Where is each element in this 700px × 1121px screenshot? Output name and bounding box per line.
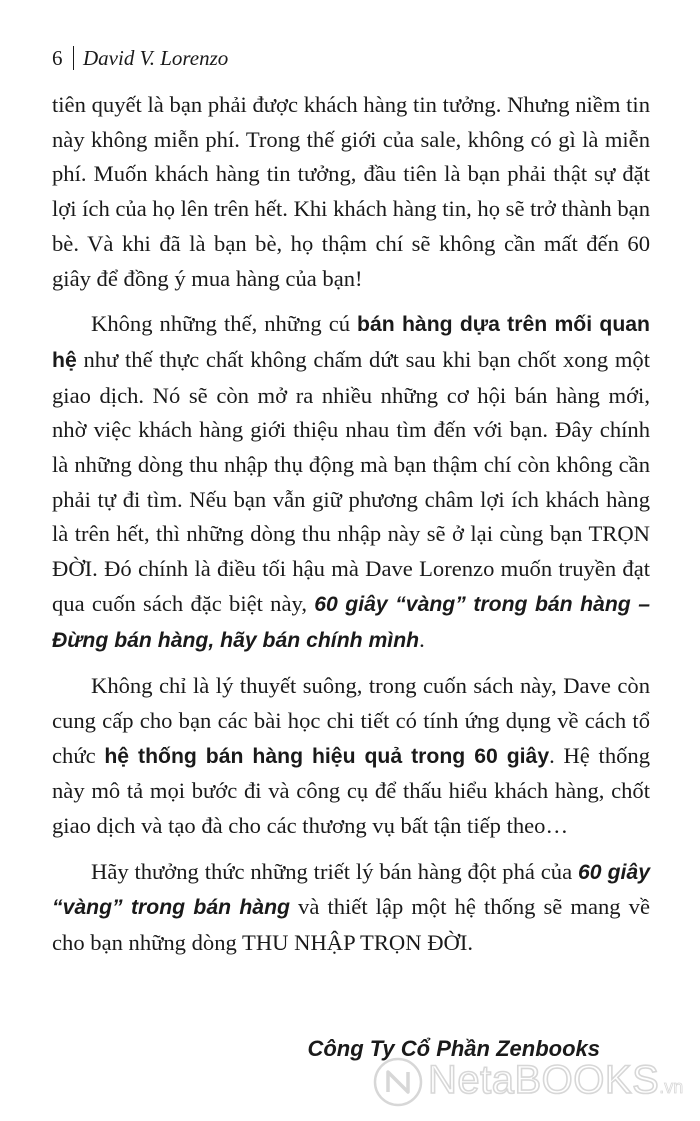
header-author: David V. Lorenzo	[83, 46, 229, 70]
paragraph-2-text-1: Không những thế, những cú	[91, 311, 358, 337]
paragraph-2-book-title: 60 giây “vàng” trong bán hàng – Đừng bán hàng, hãy bán chính mình	[52, 592, 650, 652]
paragraph-3-text-2: . Hệ thống này mô tả mọi bước đi và công cụ để thấu hiểu khách hàng, chốt giao dịch và tạo đà cho các thương vụ bất tận tiếp theo…	[52, 742, 651, 839]
page-number: 6	[52, 46, 63, 70]
paragraph-3	[52, 669, 650, 844]
netabooks-logo-icon	[372, 1056, 424, 1108]
watermark-brand: NetaBOOKS	[428, 1058, 660, 1102]
paragraph-2-bold-1: bán hàng dựa trên mối quan hệ	[52, 313, 650, 372]
paragraph-3-bold-1: hệ thống bán hàng hiệu quả trong 60 giây	[104, 744, 550, 768]
paragraph-1	[52, 88, 650, 296]
watermark-text	[428, 1058, 683, 1109]
paragraph-4-text-2: và thiết lập một hệ thống sẽ mang về cho bạn những dòng THU NHẬP TRỌN ĐỜI.	[52, 894, 650, 956]
paragraph-2	[52, 307, 650, 658]
paragraph-4-text-1: Hãy thưởng thức những triết lý bán hàng đột phá của	[91, 858, 578, 884]
body-text	[52, 88, 650, 972]
paragraph-4	[52, 855, 650, 961]
running-header	[52, 44, 228, 72]
publisher-signature: Công Ty Cổ Phần Zenbooks	[307, 1036, 600, 1061]
paragraph-4-book-title: 60 giây “vàng” trong bán hàng	[52, 860, 651, 920]
paragraph-1-text: tiên quyết là bạn phải được khách hàng tin tưởng. Nhưng niềm tin này không miễn phí. Trong thế giới của sale, không có gì là miễn phí. Muốn khách hàng tin tưởng, đầu tiên là bạn phải thật sự đặt lợi ích của họ lên trên hết. Khi khách hàng tin, họ sẽ trở thành bạn bè. Và khi đã là bạn bè, họ thậm chí sẽ không cần mất đến 60 giây để đồng ý mua hàng của bạn!	[52, 92, 650, 291]
watermark-suffix: .vn	[659, 1077, 684, 1097]
paragraph-3-text-1: Không chỉ là lý thuyết suông, trong cuốn sách này, Dave còn cung cấp cho bạn các bài học chi tiết có tính ứng dụng về cách tổ chức	[52, 673, 650, 768]
paragraph-2-text-2: như thế thực chất không chấm dứt sau khi bạn chốt xong một giao dịch. Nó sẽ còn mở ra nhiều những cơ hội bán hàng mới, nhờ việc khách hàng giới thiệu nhau tìm đến với bạn. Đây chính là những dòng thu nhập thụ động mà bạn thậm chí còn không cần phải tự đi tìm. Nếu bạn vẫn giữ phương châm lợi ích khách hàng là trên hết, thì những dòng thu nhập này sẽ ở lại cùng bạn TRỌN ĐỜI. Đó chính là điều tối hậu mà Dave Lorenzo muốn truyền đạt qua cuốn sách đặc biệt này,	[52, 346, 650, 616]
paragraph-2-text-3: .	[419, 626, 425, 652]
header-divider	[73, 46, 75, 70]
